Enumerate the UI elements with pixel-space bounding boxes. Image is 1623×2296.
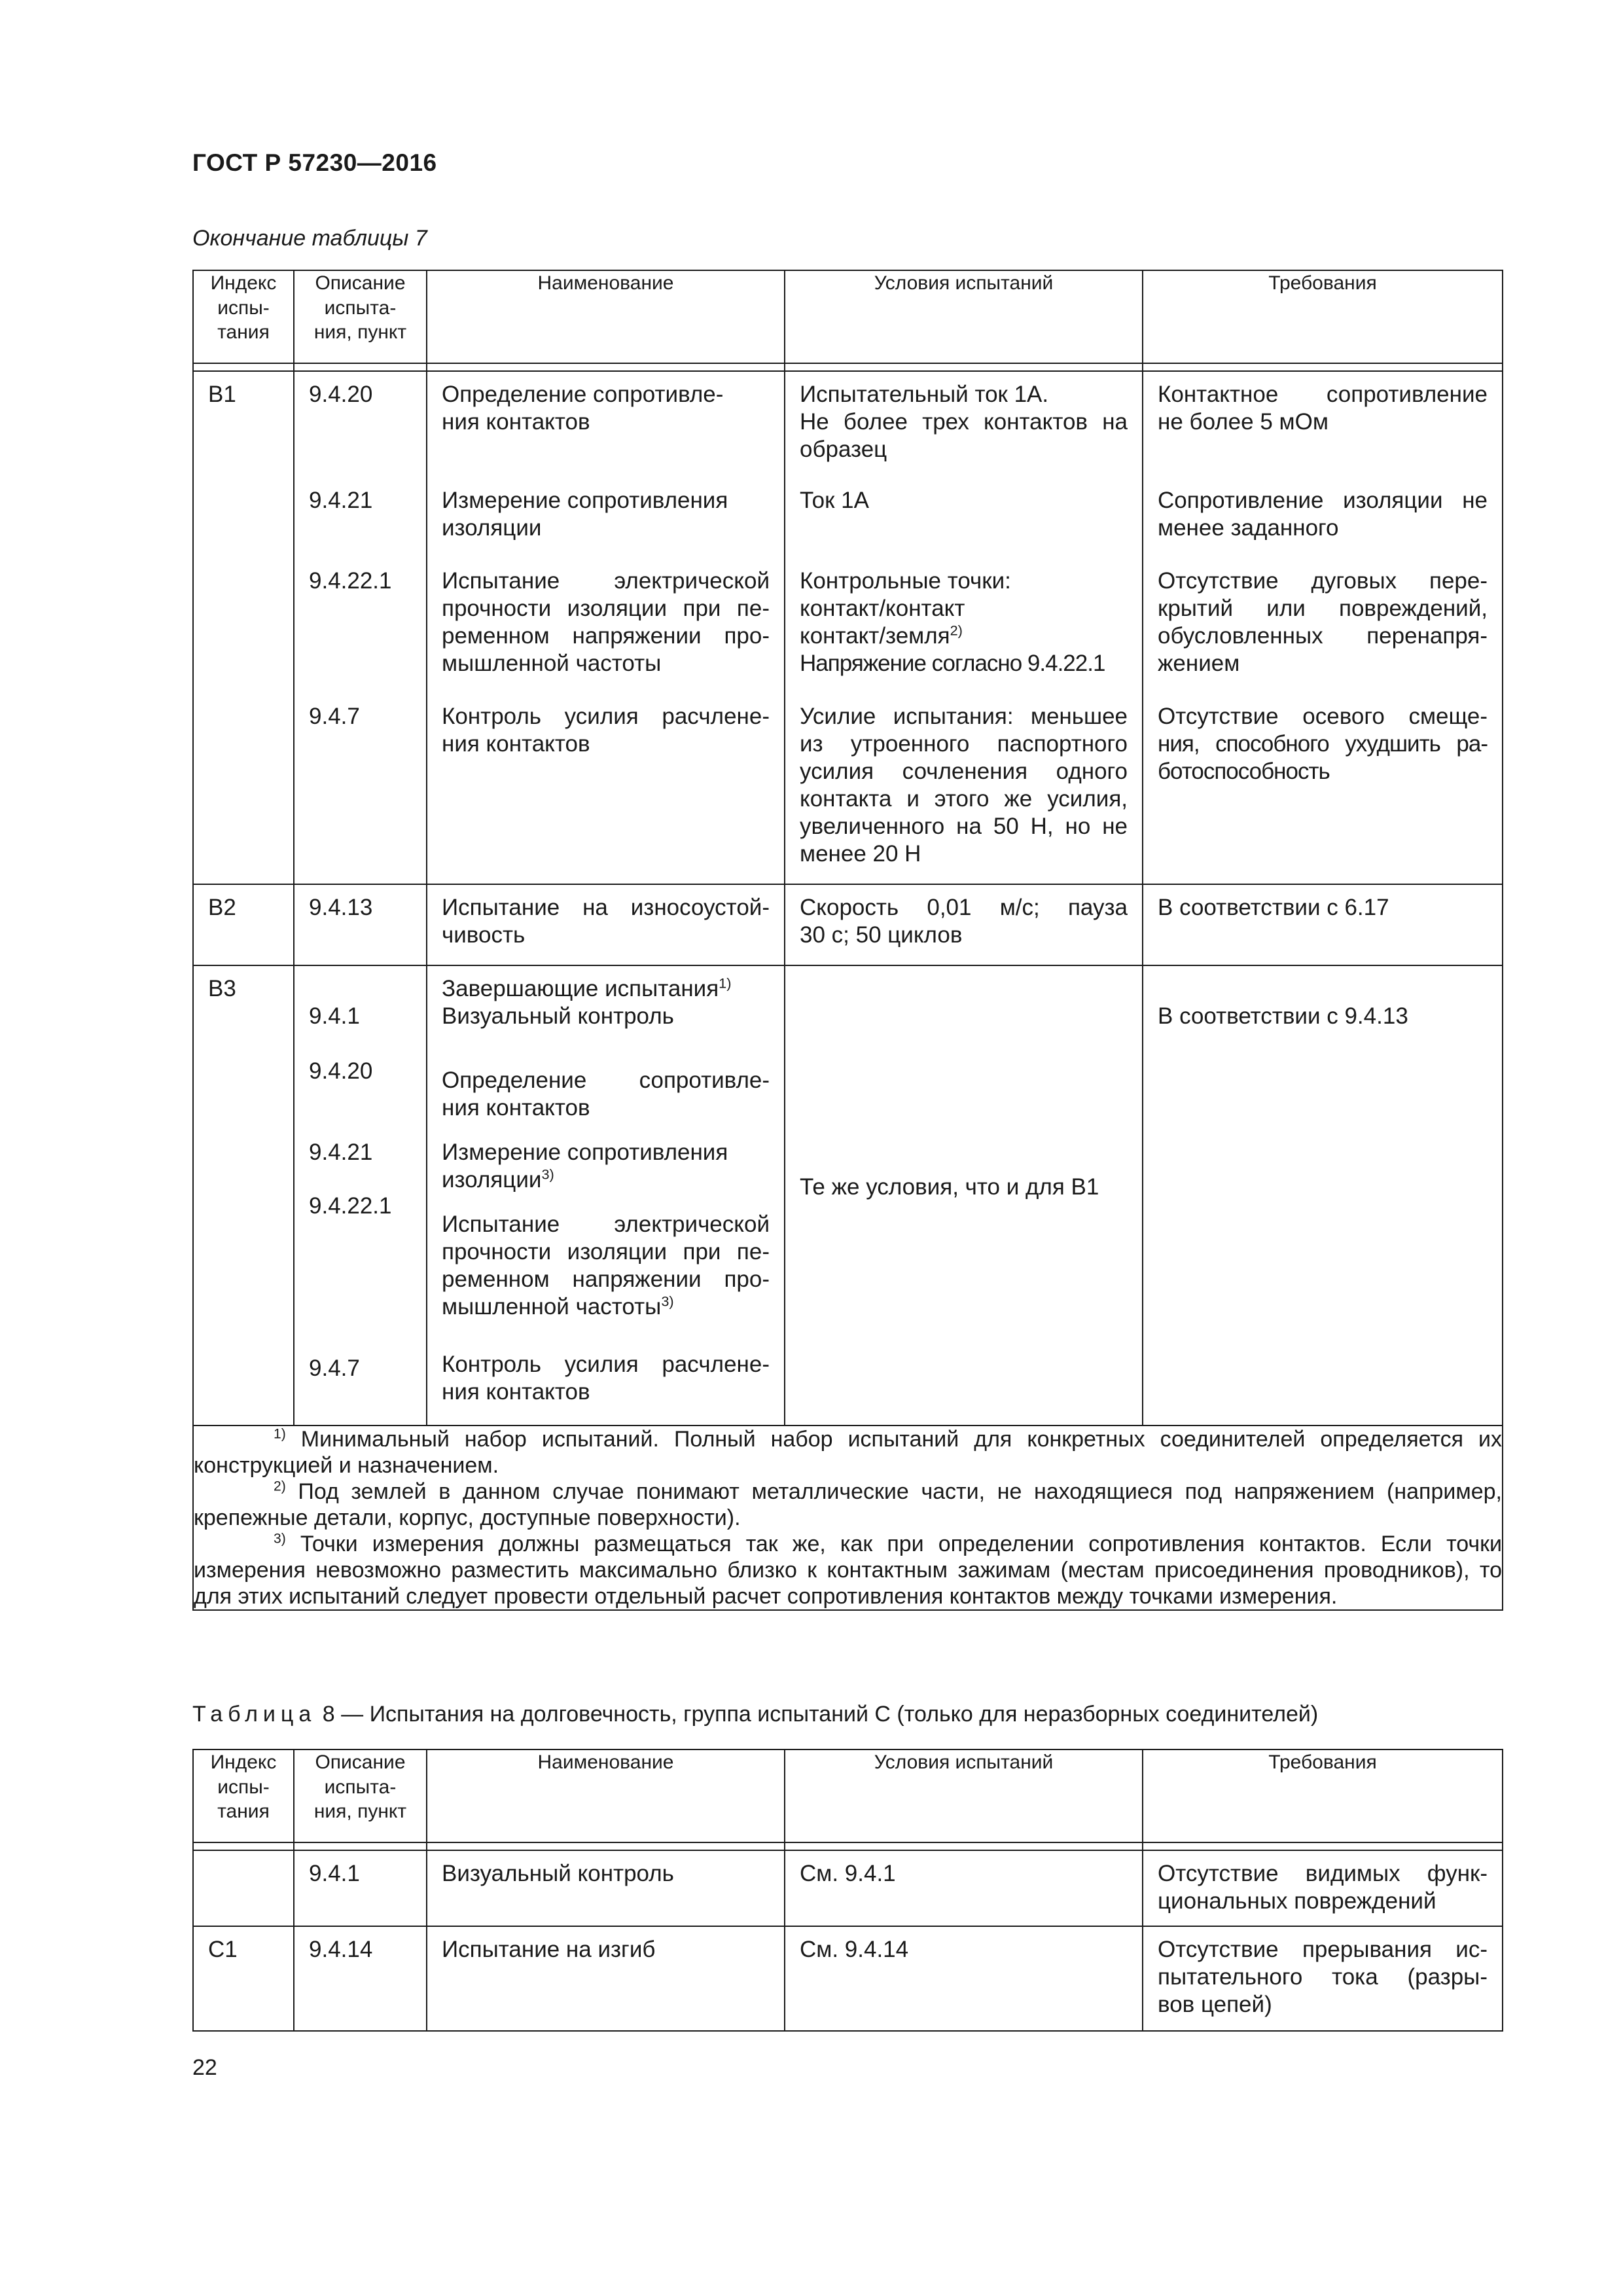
test-name: Визуальный контроль: [442, 1861, 674, 1886]
clause-cell: 9.4.20: [309, 382, 373, 407]
test-conditions: Испытательный ток 1А. Не более трех контактов на образец: [800, 382, 1128, 462]
footnote-1: $^{1)}$ Минимальный набор испытаний. Полный набор испытаний для конкретных соединителей определяется их конструкцией и назначением.: [194, 1426, 1502, 1478]
page-number: 22: [192, 2055, 217, 2080]
test-requirements: В соответствии с 6.17: [1158, 895, 1389, 920]
clause-cell: 9.4.14: [309, 1937, 373, 1962]
test-conditions: Контрольные точки: контакт/контакт контакт/земля$^{2)}$ Напряжение согласно 9.4.22.1: [800, 568, 1105, 676]
clause-cell: 9.4.1: [309, 1003, 360, 1029]
test-name: Испытание электрической прочности изоляции при пе- ременном напряжении про- мышленной частоты: [442, 568, 770, 676]
table-header-row: [193, 270, 1503, 363]
test-name: Испытание электрической прочности изоляции при пе- ременном напряжении про- мышленной частоты$^{3)}$: [442, 1211, 770, 1319]
test-name: Определение сопротивле- ния контактов: [442, 382, 724, 435]
header-conditions: Условия испытаний: [785, 1749, 1143, 1842]
table-footnotes: [193, 1426, 1503, 1610]
test-requirements: Отсутствие видимых функ- циональных повреждений: [1158, 1861, 1488, 1914]
footnote-ref: 1): [719, 975, 732, 992]
test-conditions: Те же условия, что и для B1: [800, 1174, 1099, 1200]
test-requirements: Отсутствие осевого смеще- ния, способного ухудшить ра- ботоспособность: [1158, 704, 1488, 784]
header-requirements: Требования: [1143, 1749, 1503, 1842]
header-index: Индекс испы- тания: [193, 1749, 294, 1842]
footnote-ref: 3): [541, 1166, 554, 1183]
test-conditions: Скорость 0,01 м/с; пауза 30 с; 50 циклов: [800, 895, 1128, 948]
clause-cell: 9.4.20: [309, 1058, 373, 1084]
header-requirements: Требования: [1143, 270, 1503, 363]
table8: [192, 1749, 1503, 2032]
clause-cell: 9.4.21: [309, 1139, 373, 1165]
test-conditions: См. 9.4.14: [800, 1937, 909, 1962]
clause-cell: 9.4.1: [309, 1861, 360, 1886]
test-conditions: См. 9.4.1: [800, 1861, 896, 1886]
test-name: Измерение сопротивления изоляции$^{3)}$: [442, 1139, 728, 1193]
clause-cell: 9.4.7: [309, 1355, 360, 1381]
clause-cell: 9.4.21: [309, 488, 373, 513]
row-index: С1: [208, 1937, 238, 1962]
table-row-b3: [193, 965, 1503, 1426]
table-row: [193, 1850, 1503, 1926]
test-name: Испытание на изгиб: [442, 1937, 656, 1962]
row-index: [194, 1851, 293, 1860]
test-requirements: Отсутствие прерывания ис- пытательного тока (разры- вов цепей): [1158, 1937, 1488, 2017]
header-description: Описание испыта- ния, пункт: [294, 270, 427, 363]
test-name: Измерение сопротивления изоляции: [442, 488, 728, 541]
test-name: Контроль усилия расчлене- ния контактов: [442, 704, 770, 757]
clause-cell: 9.4.7: [309, 704, 360, 729]
footnote-3: $^{3)}$ Точки измерения должны размещаться так же, как при определении сопротивления контактов. Если точки измерения невозможно разместить максимально близко к контактным зажимам (местам присоединения проводников), то для этих испытаний следует провести отдельный расчет сопротивления контактов между точками измерения.: [194, 1531, 1502, 1609]
clause-cell: 9.4.22.1: [309, 1193, 392, 1219]
footnote-ref: 2): [950, 622, 963, 639]
table-header-row: [193, 1749, 1503, 1842]
test-name: Контроль усилия расчлене- ния контактов: [442, 1352, 770, 1405]
test-requirements: В соответствии с 9.4.13: [1158, 1003, 1408, 1029]
header-index: Индекс испы- тания: [193, 270, 294, 363]
table-row-b2: [193, 884, 1503, 965]
index-b3: B3: [208, 976, 236, 1001]
table7: [192, 270, 1503, 1611]
clause-cell: 9.4.13: [309, 895, 373, 920]
test-name: Определение сопротивле- ния контактов: [442, 1067, 770, 1121]
document-title: ГОСТ Р 57230—2016: [192, 149, 437, 176]
table7-caption: Окончание таблицы 7: [192, 226, 427, 251]
test-requirements: Сопротивление изоляции не менее заданного: [1158, 488, 1488, 541]
clause-cell: 9.4.22.1: [309, 568, 392, 594]
header-name: Наименование: [427, 1749, 785, 1842]
header-conditions: Условия испытаний: [785, 270, 1143, 363]
test-requirements: Контактное сопротивление не более 5 мОм: [1158, 382, 1488, 435]
header-name: Наименование: [427, 270, 785, 363]
index-b1: B1: [208, 382, 236, 407]
table-row: [193, 1926, 1503, 2031]
test-conditions: Ток 1А: [800, 488, 869, 513]
index-b2: B2: [208, 895, 236, 920]
test-conditions: Усилие испытания: меньшее из утроенного паспортного усилия сочленения одного контакта и этого же усилия, увеличенного на 50 Н, но не менее 20 Н: [800, 704, 1128, 867]
test-name: Завершающие испытания$^{1)}$ Визуальный контроль: [442, 975, 732, 1029]
footnote-2: $^{2)}$ Под землей в данном случае понимают металлические части, не находящиеся под напряжением (например, крепежные детали, корпус, доступные поверхности).: [194, 1479, 1502, 1530]
header-description: Описание испыта- ния, пункт: [294, 1749, 427, 1842]
test-name: Испытание на износоустой- чивость: [442, 895, 770, 948]
footnote-ref: 3): [661, 1293, 674, 1310]
test-requirements: Отсутствие дуговых пере- крытий или повреждений, обусловленных перенапря- жением: [1158, 568, 1488, 676]
table8-caption: Таблица 8 — Испытания на долговечность, группа испытаний С (только для неразборных соединителей): [192, 1702, 1319, 1727]
table-row-b1: [193, 371, 1503, 884]
